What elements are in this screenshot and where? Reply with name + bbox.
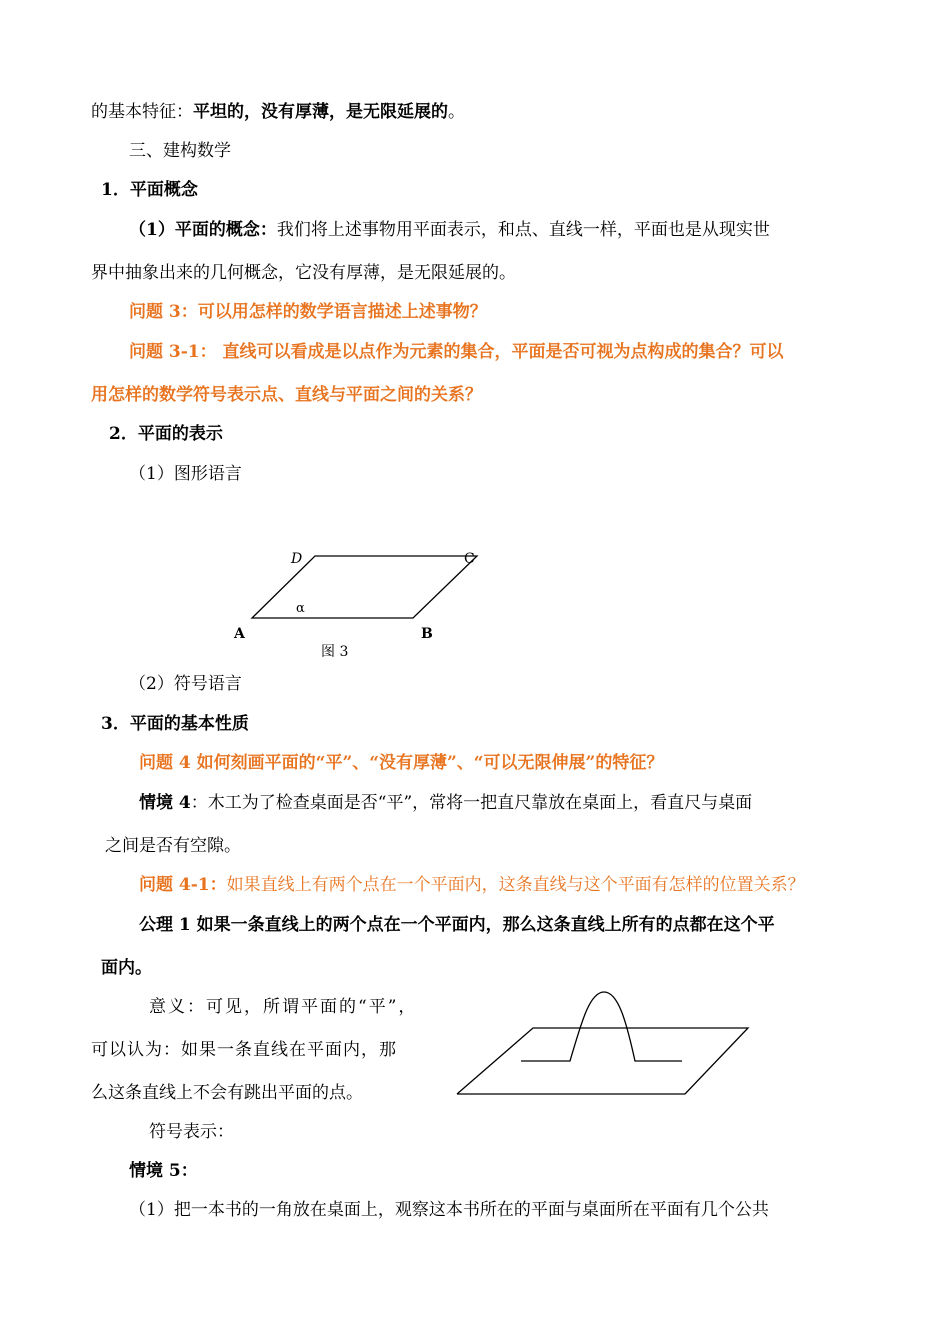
label-A: A: [234, 626, 245, 642]
situation-4-cont: 之间是否有空隙。: [105, 836, 241, 856]
axiom-1: 公理 1 如果一条直线上的两个点在一个平面内，那么这条直线上所有的点都在这个平: [139, 915, 775, 935]
meaning-line-3: 么这条直线上不会有跳出平面的点。: [91, 1083, 363, 1103]
subheading-basic-properties: 3．平面的基本性质: [101, 714, 249, 734]
question-4-1-label: 问题 4-1：: [139, 875, 227, 895]
situation-5-item-1: （1）把一本书的一角放在桌面上，观察这本书所在的平面与桌面所在平面有几个公共: [129, 1200, 769, 1220]
situation-5-label: 情境 5：: [129, 1161, 198, 1181]
question-3-1-cont: 用怎样的数学符号表示点、直线与平面之间的关系？: [91, 385, 482, 405]
paragraph-line: 界中抽象出来的几何概念，它没有厚薄，是无限延展的。: [91, 263, 516, 283]
meaning-line-1: 意义：可见，所谓平面的“平”，: [149, 997, 418, 1017]
section-heading: 三、建构数学: [129, 141, 231, 161]
definition-text: 我们将上述事物用平面表示，和点、直线一样，平面也是从现实世: [276, 220, 770, 240]
subheading-plane-concept: 1．平面概念: [101, 180, 198, 200]
situation-4: [139, 792, 752, 814]
figure-caption: 图 3: [321, 644, 349, 660]
symbol-language-label: （2）符号语言: [129, 674, 242, 694]
meaning-line-2: 可以认为：如果一条直线在平面内，那: [91, 1040, 397, 1060]
text-normal: 。: [448, 102, 465, 122]
label-B: B: [421, 626, 433, 642]
text-normal: 的基本特征：: [91, 102, 193, 122]
graphic-language-label: （1）图形语言: [129, 464, 242, 484]
label-C: C: [464, 551, 475, 567]
question-4-1-text: 如果直线上有两个点在一个平面内，这条直线与这个平面有怎样的位置关系？: [226, 875, 805, 895]
situation-4-label: 情境 4: [139, 793, 191, 813]
parallelogram-plane: [252, 556, 477, 618]
situation-4-text: ：木工为了检查桌面是否“平”，常将一把直尺靠放在桌面上，看直尺与桌面: [190, 793, 753, 813]
curve-line: [521, 992, 682, 1061]
question-4: 问题 4 如何刻画平面的“平”、“没有厚薄”、“可以无限伸展”的特征？: [139, 753, 664, 773]
plane-outline-2: [457, 1028, 748, 1094]
text-bold: 平坦的，没有厚薄，是无限延展的: [193, 102, 448, 122]
question-4-1: [139, 874, 805, 896]
question-3: 问题 3：可以用怎样的数学语言描述上述事物？: [129, 302, 487, 322]
question-3-1: 问题 3-1： 直线可以看成是以点作为元素的集合，平面是否可视为点构成的集合？可以: [129, 342, 784, 362]
label-D: D: [291, 551, 303, 567]
subheading-plane-representation: 2．平面的表示: [109, 424, 223, 444]
label-alpha: α: [296, 601, 305, 616]
axiom-1-cont: 面内。: [101, 958, 152, 978]
definition-label: （1）平面的概念：: [129, 220, 277, 240]
symbol-notation-label: 符号表示：: [149, 1122, 234, 1142]
